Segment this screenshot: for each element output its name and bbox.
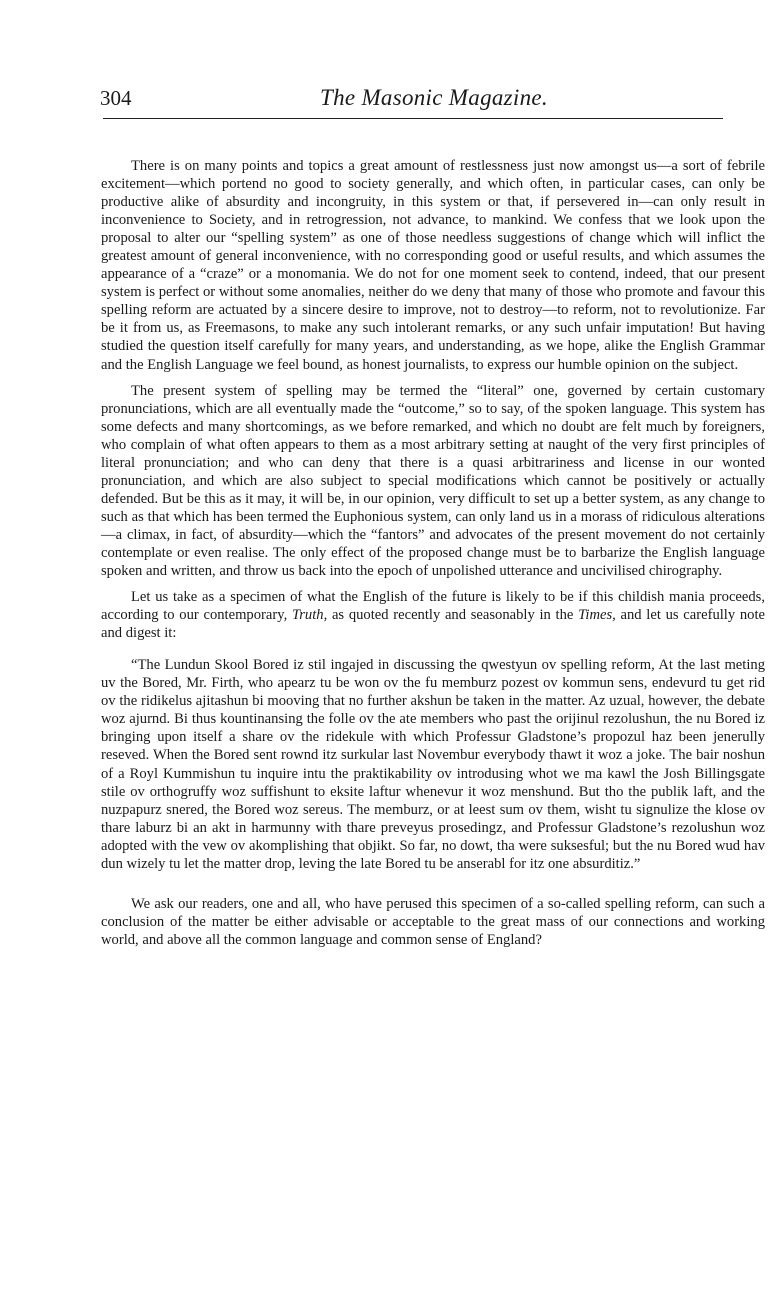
header-rule (103, 118, 723, 119)
paragraph-3-text-b: as quoted recently and seasonably in the (327, 607, 579, 624)
paragraph-1: There is on many points and topics a great amount of restlessness just now amongst us—a sort of febrile excitement—which portend no good to society generally, and which often, in particular cases, can only be productive alike of absurdity and incongruity, in this system or that, if persevered in—can only result in inconvenience to Society, and in retrogression, not advance, to mankind. We confess that we look upon the proposal to alter our “spelling system” as one of those needless suggestions of change which will inflict the greatest amount of general inconvenience, with no corresponding good or useful results, and which assumes the appearance of a “craze” or a monomania. We do not for one moment seek to contend, indeed, that our present system is perfect or without some anomalies, neither do we deny that many of those who promote and favour this spelling reform are actuated by a sincere desire to improve, not to destroy—to reform, not to revolutionize. Far be it from us, as Freemasons, to make any such intolerant remarks, or any such unfair imputation! But having studied the question itself carefully for many years, and understanding, as we hope, alike the English Grammar and the English Language we feel bound, as honest journalists, to express our humble opinion on the subject. (101, 158, 765, 373)
paragraph-3 (101, 588, 765, 642)
publication-truth: Truth, (291, 607, 328, 624)
paragraph-3-text-a: Let us take as a specimen of what the English of the future is likely to be if this childish mania proceeds, according to our contemporary, (101, 589, 765, 624)
paragraph-3-text-c: and let us carefully note and digest it: (101, 607, 765, 642)
publication-times: Times, (578, 607, 616, 624)
paragraph-2: The present system of spelling may be termed the “literal” one, governed by certain customary pronunciations, which are all eventually made the “outcome,” so to say, of the spoken language. This system has some defects and many shortcomings, as we before remarked, and which no doubt are felt much by foreigners, who complain of what often appears to them as a most arbitrary setting at naught of the very first principles of literal pronunciation; and who can deny that there is a quasi arbitrariness and license in our wonted pronunciation, and which are also subject to special modifications which cannot be positively or actually defended. But be this as it may, it will be, in our opinion, very difficult to set up a better system, as any change to such as that which has been termed the Euphonious system, can only land us in a morass of ridiculous alterations—a climax, in fact, of absurdity—which the “fantors” and advocates of the present movement do not certainly contemplate or even realise. The only effect of the proposed change must be to barbarize the English language spoken and written, and throw us back into the epoch of unpolished utterance and uncivilised chirography. (101, 382, 765, 580)
paragraph-5: We ask our readers, one and all, who have perused this specimen of a so-called spelling reform, can such a conclusion of the matter be either advisable or acceptable to the great mass of our connections and working world, and above all the common language and common sense of England? (101, 895, 765, 948)
page-header (100, 86, 720, 118)
article-body (101, 157, 765, 949)
quoted-specimen: “The Lundun Skool Bored iz stil ingajed in discussing the qwestyun ov spelling reform, At the last meting uv the Bored, Mr. Firth, who apearz tu be won ov the fu memburz pozest ov kommun sens, endevurd tu get rid ov the ridikelus ajitashun bi mooving that no further akshun be taken in the matter. Az uzual, however, the debate woz ajurnd. Bi thus kountinansing the folle ov the ate members who past the orijinul rezolushun, the nu Bored iz bringing upon itself a share ov the ridekule with which Professur Gladstone’s propozul haz been jenerully reseved. When the Bored sent rownd itz surkular last Novembur everybody thawt it woz a joke. The bair noshun of a Royl Kummishun tu inquire intu the praktikability ov introdusing whot we ma kawl the Josh Billingsgate stile ov orthogruffy woz suffishunt to eksite laftur whenevur it woz menshund. But tho the publik laft, and the nuzpapurz snered, the Bored woz sereus. The memburz, or at leest sum ov them, wisht tu signulize the klose ov thare laburz bi an akt in harmunny with thare preveyus prosedingz, and Professur Gladstone’s rezolushun woz adopted with the vew ov akomplishing that objikt. So far, no dowt, tha were suksesful; but the nu Bored wud hav dun wizely tu let the matter drop, leving the late Bored tu be anserabl for itz one absurditiz.” (101, 657, 765, 872)
page-number: 304 (100, 86, 132, 110)
running-title: The Masonic Magazine. (320, 85, 548, 110)
